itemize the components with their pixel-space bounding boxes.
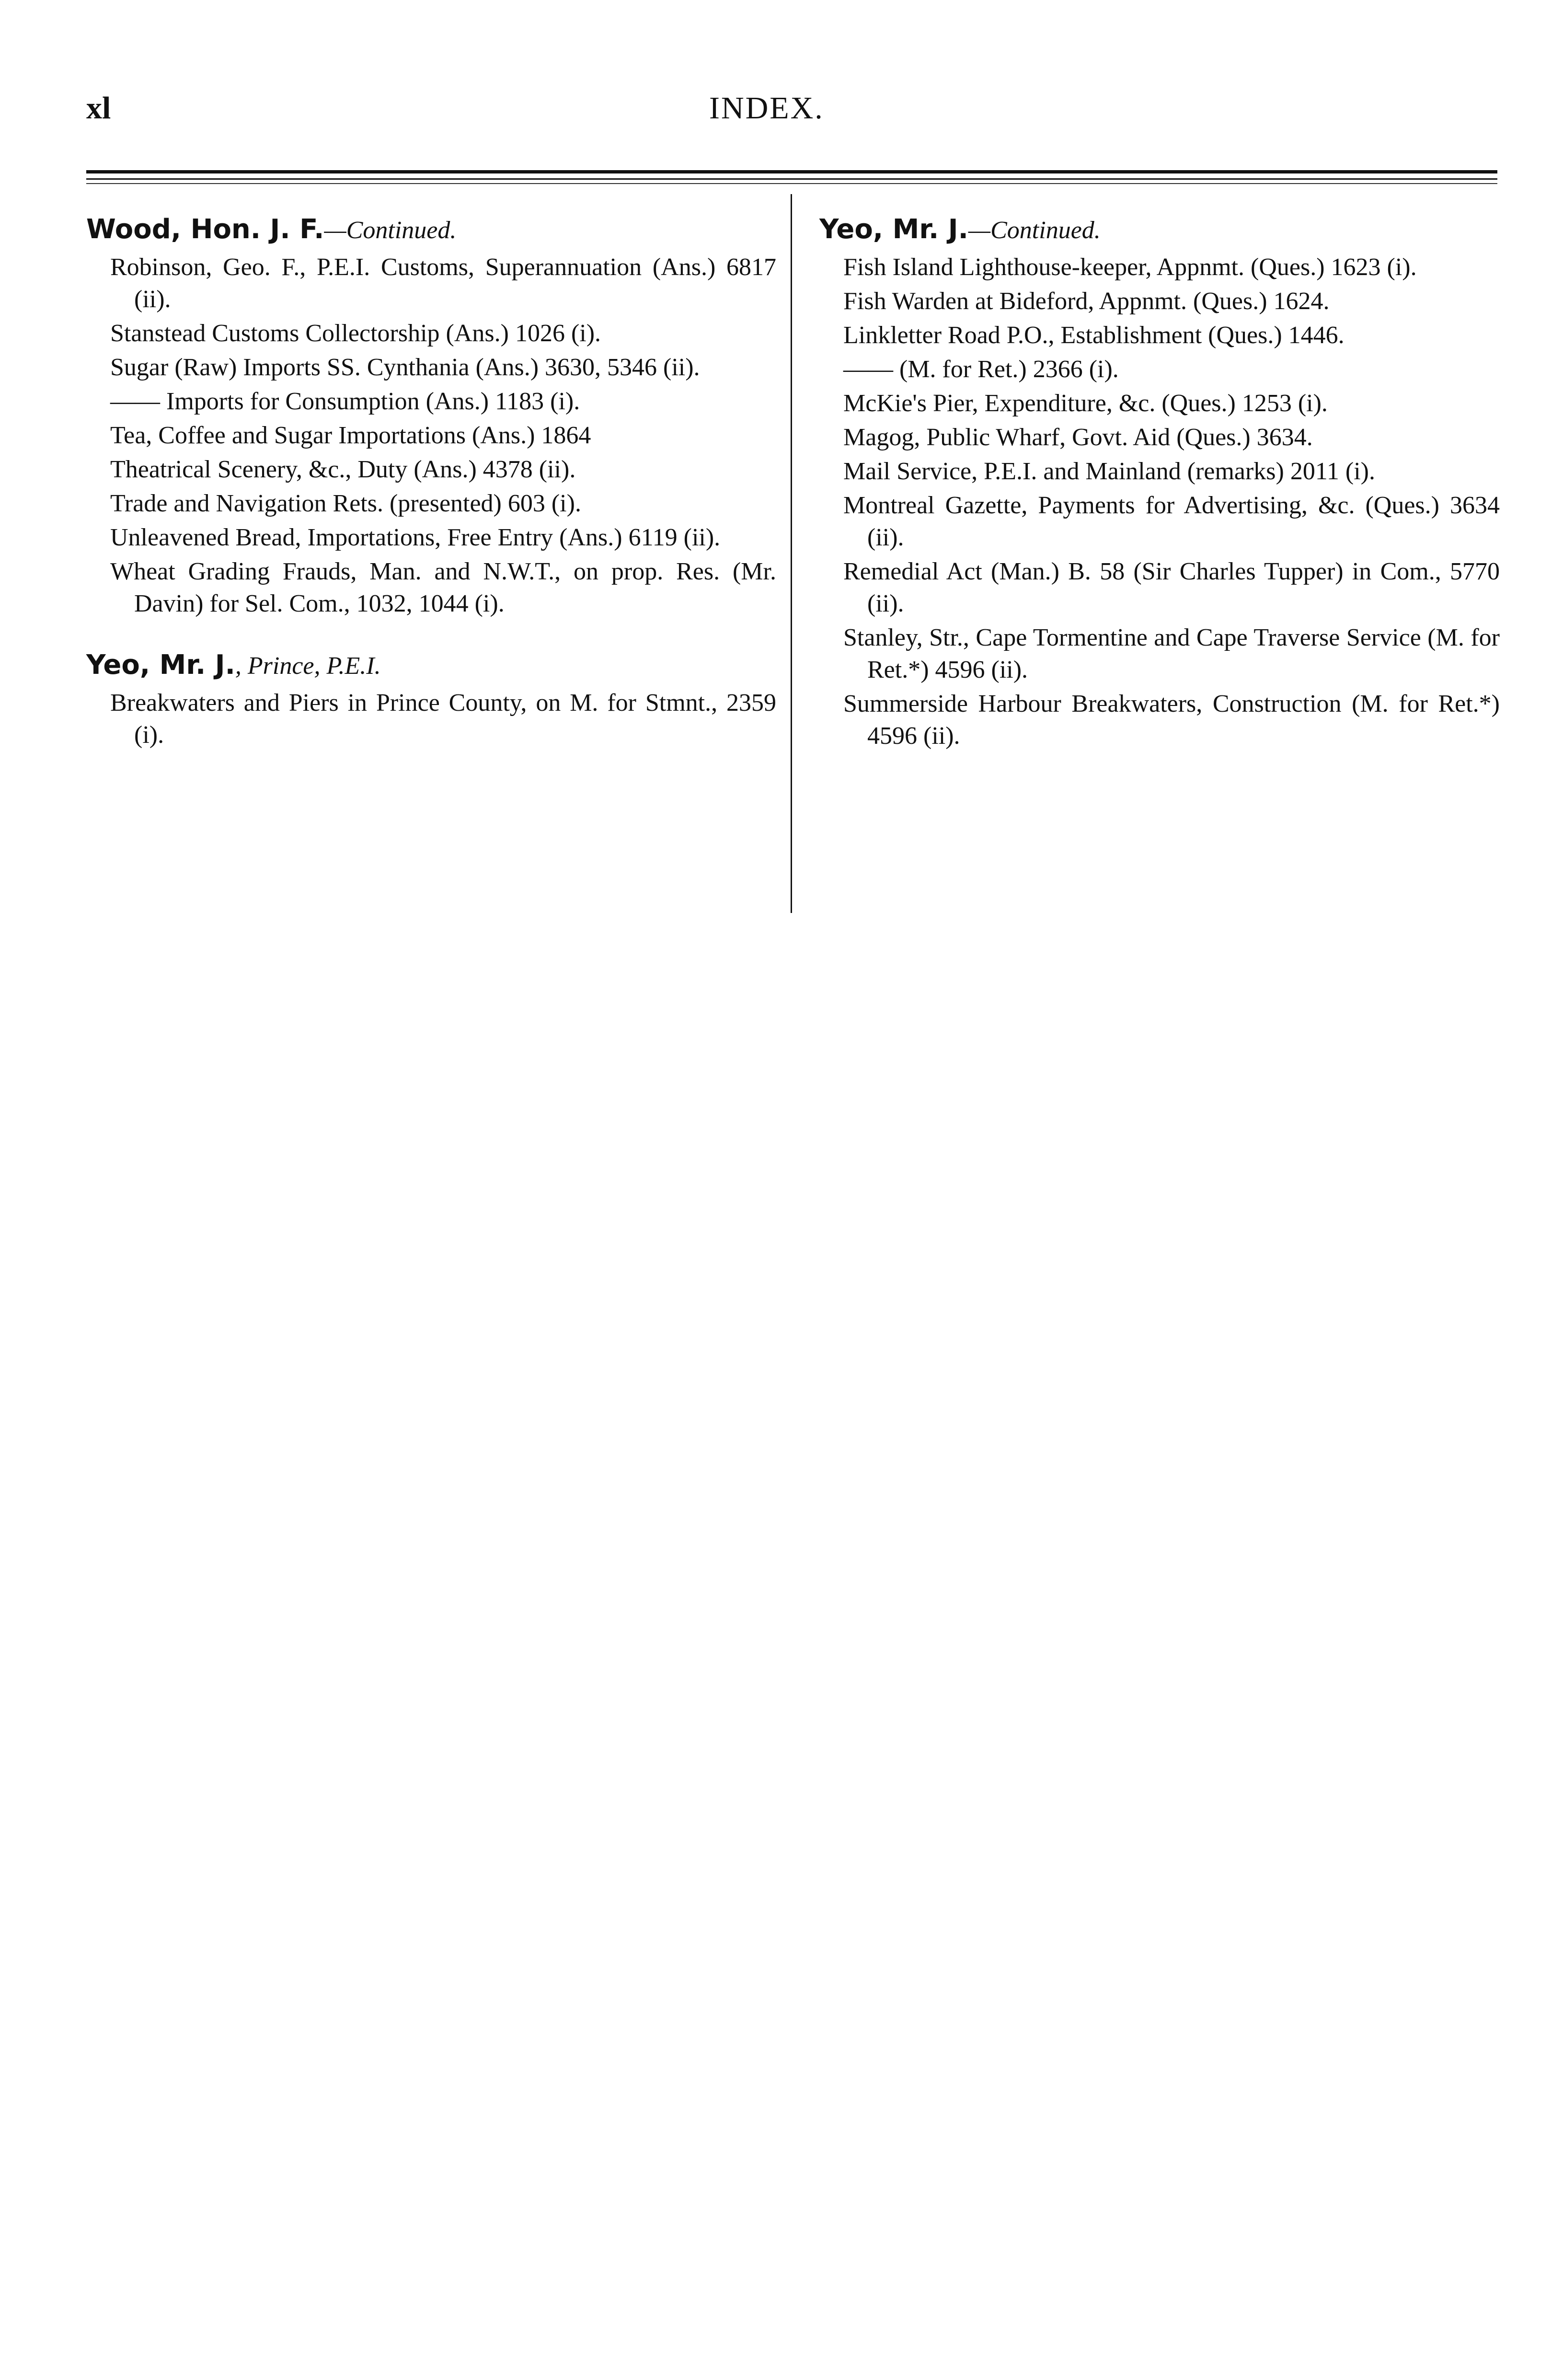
entry-list-wood [86,251,776,620]
index-entry: Fish Warden at Bideford, Appnmt. (Ques.) 1624. [843,288,1330,315]
index-entry: Fish Island Lighthouse-keeper, Appnmt. (Ques.) 1623 (i). [843,254,1417,281]
index-entry: —— Imports for Consumption (Ans.) 1183 (i). [110,388,580,415]
left-column [86,211,776,753]
index-entry: Theatrical Scenery, &c., Duty (Ans.) 4378 (ii). [110,456,576,483]
header-rule-thick [86,170,1497,173]
index-entry: Tea, Coffee and Sugar Importations (Ans.) 1864 [110,422,591,449]
index-entry: Montreal Gazette, Payments for Advertising, &c. (Ques.) 3634 (ii). [843,492,1500,551]
index-entry: McKie's Pier, Expenditure, &c. (Ques.) 1253 (i). [843,390,1328,417]
index-entry: Summerside Harbour Breakwaters, Construction (M. for Ret.*) 4596 (ii). [843,690,1500,750]
index-entry: Remedial Act (Man.) B. 58 (Sir Charles Tupper) in Com., 5770 (ii). [843,558,1500,617]
heading-suffix: —Continued. [324,217,457,244]
column-divider [791,194,792,913]
index-entry: Robinson, Geo. F., P.E.I. Customs, Superannuation (Ans.) 6817 (ii). [110,254,776,313]
index-entry: Sugar (Raw) Imports SS. Cynthania (Ans.) 3630, 5346 (ii). [110,354,700,381]
heading-name: Wood, Hon. J. F. [86,214,324,245]
index-entry: Unleavened Bread, Importations, Free Entry (Ans.) 6119 (ii). [110,524,721,551]
running-head: INDEX. [709,91,824,126]
section-gap [86,622,776,647]
index-entry: Wheat Grading Frauds, Man. and N.W.T., on prop. Res. (Mr. Davin) for Sel. Com., 1032, 1044 (i). [110,558,776,617]
heading-name: Yeo, Mr. J. [819,214,968,245]
section-heading-yeo [86,647,776,685]
section-heading-wood [86,211,776,249]
right-column [819,211,1500,754]
index-entry: Magog, Public Wharf, Govt. Aid (Ques.) 3634. [843,424,1313,451]
index-entry: Linkletter Road P.O., Establishment (Ques.) 1446. [843,322,1345,349]
entry-list-yeo [86,687,776,751]
index-entry: —— (M. for Ret.) 2366 (i). [843,356,1119,383]
section-heading-yeo-continued [819,211,1500,249]
heading-suffix: —Continued. [968,217,1101,244]
header-rule-thin [86,178,1497,180]
entry-list-yeo-continued [819,251,1500,752]
index-entry: Stanstead Customs Collectorship (Ans.) 1026 (i). [110,320,601,347]
index-entry: Mail Service, P.E.I. and Mainland (remarks) 2011 (i). [843,458,1376,485]
header-rule-hair [86,183,1497,184]
index-entry: Breakwaters and Piers in Prince County, on M. for Stmnt., 2359 (i). [110,689,776,749]
index-entry: Stanley, Str., Cape Tormentine and Cape Traverse Service (M. for Ret.*) 4596 (ii). [843,624,1500,683]
heading-name: Yeo, Mr. J. [86,649,235,681]
page-number: xl [86,91,111,126]
index-entry: Trade and Navigation Rets. (presented) 603 (i). [110,490,581,517]
heading-suffix: , Prince, P.E.I. [235,652,381,680]
